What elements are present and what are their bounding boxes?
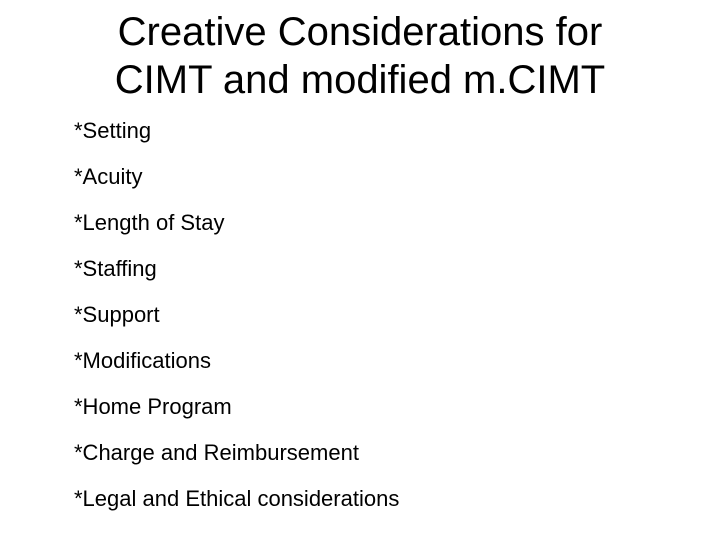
list-item-acuity: *Acuity (74, 164, 143, 189)
list-item-charge-reimbursement: *Charge and Reimbursement (74, 440, 359, 465)
consideration-list (74, 118, 399, 532)
slide-title-line-1: Creative Considerations for (117, 10, 603, 54)
list-item-staffing: *Staffing (74, 256, 157, 281)
list-item-modifications: *Modifications (74, 348, 211, 373)
list-item-setting: *Setting (74, 118, 152, 143)
slide-title (60, 8, 660, 104)
list-item-home-program: *Home Program (74, 394, 232, 419)
list-item-support: *Support (74, 302, 160, 327)
slide-title-line-2: CIMT and modified m.CIMT (114, 58, 606, 102)
list-item-length-of-stay: *Length of Stay (74, 210, 225, 235)
list-item-legal-ethical: *Legal and Ethical considerations (74, 486, 400, 511)
